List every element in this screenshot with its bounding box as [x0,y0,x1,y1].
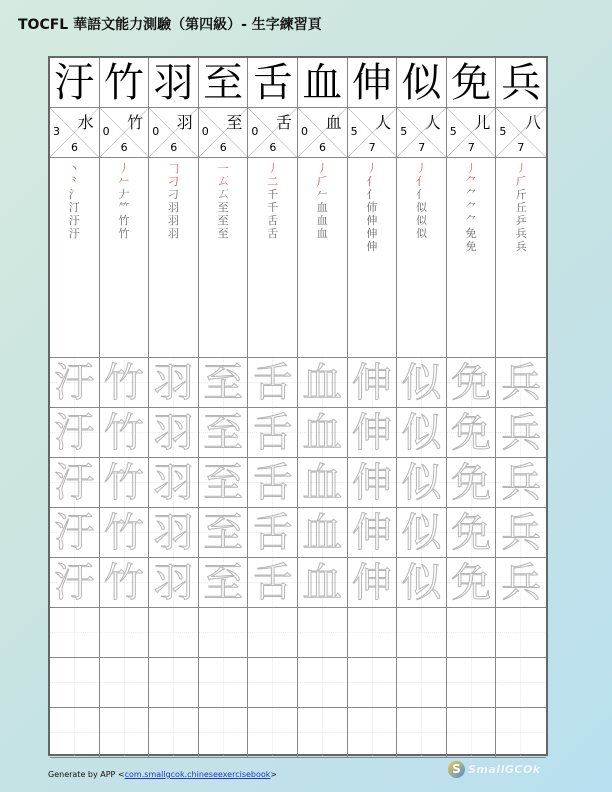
stroke-step: ⺀ [68,175,80,188]
stroke-order [298,158,348,358]
blank-practice-cell[interactable] [447,608,497,658]
tracing-cell[interactable] [496,508,546,558]
stroke-step: 兵 [515,240,527,253]
tracing-cell[interactable] [50,458,100,508]
radical: 竹 [127,113,144,132]
tracing-character: 至 [203,409,244,456]
total-stroke-count: 7 [368,141,376,154]
stroke-step: 至 [217,227,229,240]
blank-practice-cell[interactable] [447,708,497,758]
tracing-cell[interactable] [348,358,398,408]
tracing-character: 似 [401,359,442,406]
tracing-character: 羽 [153,559,194,606]
tracing-character: 伸 [351,509,392,556]
tracing-character: 兵 [501,509,542,556]
blank-practice-cell[interactable] [50,658,100,708]
stroke-step: 丶 [68,162,80,175]
tracing-cell[interactable] [199,358,249,408]
tracing-cell[interactable] [348,408,398,458]
blank-practice-cell[interactable] [496,658,546,708]
character-info [447,108,497,158]
model-character: 伸 [348,58,398,108]
tracing-cell[interactable] [199,408,249,458]
stroke-step: 羽 [167,227,179,240]
tracing-cell[interactable] [248,408,298,458]
stroke-step: 一 [217,162,229,175]
tracing-character: 伸 [351,409,392,456]
blank-practice-cell[interactable] [149,708,199,758]
stroke-step: 汙 [68,214,80,227]
tracing-character: 至 [203,359,244,406]
blank-practice-cell[interactable] [496,608,546,658]
tracing-cell[interactable] [248,458,298,508]
tracing-character: 免 [451,459,492,506]
stroke-order [199,158,249,358]
tracing-character: 至 [203,509,244,556]
stroke-step: 刁 [167,175,179,188]
tracing-cell[interactable] [149,408,199,458]
tracing-cell[interactable] [199,558,249,608]
radical-stroke-count: 0 [251,125,259,138]
blank-practice-cell[interactable] [348,658,398,708]
stroke-step: 丿 [515,162,527,175]
tracing-cell[interactable] [298,458,348,508]
radical: 舌 [275,113,292,132]
stroke-step: 𠂉 [316,188,328,201]
tracing-character: 竹 [103,509,144,556]
blank-practice-cell[interactable] [397,658,447,708]
tracing-cell[interactable] [397,508,447,558]
character-info [248,108,298,158]
model-character: 兵 [496,58,546,108]
stroke-step: 乒 [515,214,527,227]
tracing-character: 血 [302,459,343,506]
radical-stroke-count: 5 [350,125,358,138]
stroke-step: 𠂇 [118,188,130,201]
radical: 至 [226,113,243,132]
tracing-cell[interactable] [100,508,150,558]
tracing-character: 汙 [54,409,95,456]
blank-practice-cell[interactable] [100,608,150,658]
tracing-cell[interactable] [447,508,497,558]
tracing-cell[interactable] [50,508,100,558]
stroke-step: 舌 [267,214,279,227]
stroke-step: ⺮ [118,201,130,214]
tracing-character: 伸 [351,459,392,506]
stroke-step: 千 [267,188,279,201]
radical: 儿 [474,113,491,132]
blank-practice-cell[interactable] [100,708,150,758]
tracing-character: 舌 [252,509,293,556]
brand-logo [448,760,541,778]
page-title: TOCFL 華語文能力測驗（第四級）- 生字練習頁 [18,17,322,33]
tracing-character: 舌 [252,459,293,506]
model-character: 至 [199,58,249,108]
stroke-step: 羽 [167,214,179,227]
tracing-cell[interactable] [149,508,199,558]
blank-practice-cell[interactable] [149,658,199,708]
radical-stroke-count: 0 [102,125,110,138]
blank-practice-cell[interactable] [348,708,398,758]
tracing-character: 免 [451,509,492,556]
total-stroke-count: 6 [120,141,128,154]
tracing-cell[interactable] [298,408,348,458]
footer [48,770,277,779]
character-info [149,108,199,158]
stroke-step: 至 [217,201,229,214]
stroke-order [447,158,497,358]
blank-practice-cell[interactable] [149,608,199,658]
tracing-cell[interactable] [397,458,447,508]
total-stroke-count: 6 [219,141,227,154]
tracing-cell[interactable] [100,558,150,608]
stroke-step: 伸 [366,214,378,227]
tracing-character: 似 [401,509,442,556]
stroke-step: ⺈ [465,201,477,214]
radical-stroke-count: 5 [499,125,507,138]
tracing-character: 汙 [54,509,95,556]
tracing-cell[interactable] [248,358,298,408]
tracing-character: 兵 [501,359,542,406]
model-character: 似 [397,58,447,108]
stroke-step: 亻 [415,175,427,188]
tracing-character: 兵 [501,409,542,456]
tracing-character: 竹 [103,359,144,406]
footer-prefix: Generate by APP < [48,770,125,779]
radical-stroke-count: 5 [449,125,457,138]
tracing-cell[interactable] [496,558,546,608]
brand-name: SmallGCOk [468,762,541,776]
tracing-cell[interactable] [298,508,348,558]
stroke-step: 斤 [515,188,527,201]
stroke-step: 氵 [68,188,80,201]
footer-suffix: > [270,770,278,779]
worksheet [48,56,548,756]
stroke-step: 千 [267,201,279,214]
tracing-character: 竹 [103,559,144,606]
tracing-character: 羽 [153,459,194,506]
logo-icon: S [448,761,465,778]
character-info [397,108,447,158]
stroke-step: 舌 [267,227,279,240]
blank-practice-cell[interactable] [248,658,298,708]
stroke-step: 丿 [465,162,477,175]
tracing-character: 舌 [252,559,293,606]
tracing-character: 汙 [54,559,95,606]
stroke-order [248,158,298,358]
blank-practice-cell[interactable] [397,708,447,758]
total-stroke-count: 6 [71,141,78,154]
total-stroke-count: 6 [269,141,277,154]
tracing-cell[interactable] [447,358,497,408]
tracing-character: 兵 [501,459,542,506]
tracing-character: 似 [401,409,442,456]
tracing-character: 羽 [153,509,194,556]
stroke-step: ⺈ [465,188,477,201]
tracing-cell[interactable] [496,458,546,508]
tracing-cell[interactable] [50,408,100,458]
tracing-cell[interactable] [248,558,298,608]
blank-practice-cell[interactable] [298,708,348,758]
radical: 八 [524,113,541,132]
character-info [50,108,100,158]
tracing-character: 舌 [252,409,293,456]
tracing-character: 竹 [103,409,144,456]
tracing-character: 血 [302,509,343,556]
tracing-cell[interactable] [447,458,497,508]
tracing-character: 似 [401,459,442,506]
stroke-step: 丿 [316,162,328,175]
stroke-order [100,158,150,358]
stroke-step: 似 [415,201,427,214]
stroke-order [50,158,100,358]
tracing-character: 血 [302,409,343,456]
tracing-cell[interactable] [149,358,199,408]
stroke-order [348,158,398,358]
stroke-step: 似 [415,227,427,240]
tracing-cell[interactable] [149,458,199,508]
radical: 水 [77,113,94,132]
stroke-step: 汀 [68,201,80,214]
tracing-cell[interactable] [397,358,447,408]
blank-practice-cell[interactable] [496,708,546,758]
stroke-step: 𠫔 [217,188,229,201]
tracing-character: 血 [302,559,343,606]
tracing-cell[interactable] [149,558,199,608]
tracing-cell[interactable] [447,558,497,608]
blank-practice-cell[interactable] [50,608,100,658]
stroke-step: 刁 [167,188,179,201]
tracing-cell[interactable] [447,408,497,458]
blank-practice-cell[interactable] [199,608,249,658]
tracing-character: 似 [401,559,442,606]
tracing-cell[interactable] [298,558,348,608]
tracing-character: 汙 [54,459,95,506]
stroke-step: 丿 [118,162,130,175]
blank-practice-cell[interactable] [397,608,447,658]
tracing-cell[interactable] [50,558,100,608]
tracing-character: 舌 [252,359,293,406]
stroke-step: 血 [316,214,328,227]
stroke-step: 亻 [366,188,378,201]
app-link[interactable]: com.smallgcok.chineseexercisebook [124,770,271,779]
tracing-cell[interactable] [199,508,249,558]
character-info [199,108,249,158]
tracing-cell[interactable] [348,558,398,608]
stroke-step: ⺈ [465,214,477,227]
tracing-cell[interactable] [496,408,546,458]
stroke-step: 竹 [118,227,130,240]
blank-practice-cell[interactable] [199,708,249,758]
tracing-character: 血 [302,359,343,406]
stroke-step: 羽 [167,201,179,214]
tracing-cell[interactable] [100,408,150,458]
tracing-character: 羽 [153,359,194,406]
tracing-character: 伸 [351,559,392,606]
stroke-step: 汙 [68,227,80,240]
tracing-cell[interactable] [348,458,398,508]
stroke-step: 亻 [415,188,427,201]
total-stroke-count: 6 [170,141,178,154]
stroke-step: 伂 [366,201,378,214]
tracing-character: 免 [451,409,492,456]
blank-practice-cell[interactable] [248,708,298,758]
stroke-step: ⺈ [465,175,477,188]
total-stroke-count: 7 [418,141,426,154]
stroke-step: 丿 [267,162,279,175]
radical: 血 [325,113,342,132]
blank-practice-cell[interactable] [298,608,348,658]
stroke-order [397,158,447,358]
tracing-character: 免 [451,559,492,606]
tracing-cell[interactable] [199,458,249,508]
blank-practice-cell[interactable] [447,658,497,708]
stroke-step: 竹 [118,214,130,227]
stroke-step: 伸 [366,227,378,240]
stroke-step: 𠂉 [118,175,130,188]
model-character: 舌 [248,58,298,108]
tracing-character: 至 [203,459,244,506]
tracing-cell[interactable] [397,408,447,458]
tracing-cell[interactable] [397,558,447,608]
tracing-cell[interactable] [496,358,546,408]
stroke-step: 免 [465,240,477,253]
stroke-order [496,158,546,358]
radical-stroke-count: 5 [400,125,408,138]
radical-stroke-count: 0 [152,125,160,138]
radical-stroke-count: 3 [53,125,60,138]
tracing-cell[interactable] [298,358,348,408]
radical: 人 [424,113,441,132]
stroke-step: 伸 [366,240,378,253]
tracing-cell[interactable] [100,358,150,408]
stroke-step: 免 [465,227,477,240]
blank-practice-cell[interactable] [199,658,249,708]
model-character: 羽 [149,58,199,108]
stroke-step: 似 [415,214,427,227]
stroke-step: 𠂆 [515,175,527,188]
tracing-character: 至 [203,559,244,606]
model-character: 竹 [100,58,150,108]
tracing-character: 竹 [103,459,144,506]
stroke-step: 丘 [515,201,527,214]
total-stroke-count: 6 [318,141,326,154]
blank-practice-cell[interactable] [348,608,398,658]
stroke-step: 血 [316,227,328,240]
tracing-cell[interactable] [348,508,398,558]
tracing-character: 伸 [351,359,392,406]
radical-stroke-count: 0 [300,125,308,138]
tracing-character: 兵 [501,559,542,606]
tracing-cell[interactable] [50,358,100,408]
stroke-step: 兵 [515,227,527,240]
blank-practice-cell[interactable] [248,608,298,658]
radical-stroke-count: 0 [201,125,209,138]
model-character: 汙 [50,58,100,108]
tracing-cell[interactable] [100,458,150,508]
tracing-cell[interactable] [248,508,298,558]
stroke-step: 血 [316,201,328,214]
stroke-order [149,158,199,358]
radical: 人 [375,113,392,132]
total-stroke-count: 7 [517,141,525,154]
stroke-step: 丿 [366,162,378,175]
tracing-character: 羽 [153,409,194,456]
character-info [496,108,546,158]
character-info [348,108,398,158]
blank-practice-cell[interactable] [50,708,100,758]
blank-practice-cell[interactable] [298,658,348,708]
character-info [298,108,348,158]
stroke-step: 二 [267,175,279,188]
tracing-character: 汙 [54,359,95,406]
tracing-character: 免 [451,359,492,406]
radical: 羽 [176,113,193,132]
model-character: 免 [447,58,497,108]
character-info [100,108,150,158]
stroke-step: 𠂆 [316,175,328,188]
stroke-step: 丿 [415,162,427,175]
stroke-step: 𠃌 [167,162,179,175]
stroke-step: 亻 [366,175,378,188]
stroke-step: 至 [217,214,229,227]
stroke-step: 𠫔 [217,175,229,188]
model-character: 血 [298,58,348,108]
blank-practice-cell[interactable] [100,658,150,708]
total-stroke-count: 7 [467,141,475,154]
character-grid [50,58,546,758]
